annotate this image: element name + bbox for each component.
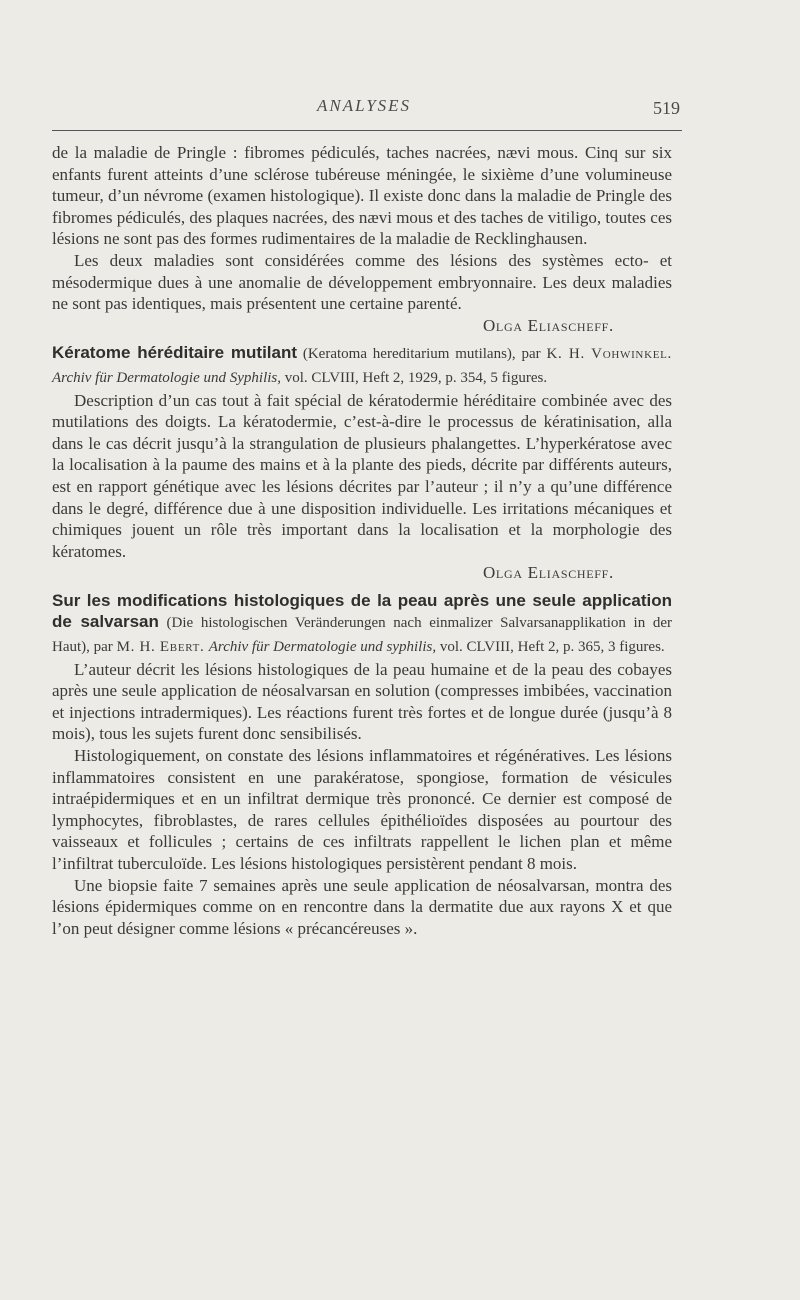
paragraph: de la maladie de Pringle : fibromes pédiculés, taches nacrées, nævi mous. Cinq sur six enfants furent atteints d’une sclérose tubéreuse méningée, le sixième d’une volumineuse tumeur, d’un névrome (examen histologique). Il existe donc dans la maladie de Pringle des fibromes pédiculés, des plaques nacrées, des nævi mous et des taches de vitiligo, toutes ces lésions ne sont pas des formes rudimentaires de la maladie de Recklinghausen. [52,143,672,249]
article-author: K. H. Vohwinkel. [546,346,673,363]
paragraph: Les deux maladies sont considérées comme des lésions des systèmes ecto- et mésodermique dues à une anomalie de développement embryonnaire. Les deux maladies ne sont pas identiques, mais présentent une certaine parenté. [52,250,672,314]
article-title: Sur les modifications histologiques de la peau après une seule application de salvarsan [52,590,672,632]
article-heading [52,342,672,389]
article-subtitle: (Die histologischen Veränderungen nach einmalizer Salvarsanapplikation in der Haut), par [52,615,672,656]
article-author: M. H. Ebert. [116,639,205,656]
journal-name: Archiv für Dermatologie und syphilis, [208,639,437,656]
page-header [52,96,680,136]
article-heading [52,590,672,659]
article-title: Kératome héréditaire mutilant [52,343,298,363]
journal-name: Archiv für Dermatologie und Syphilis, [52,369,281,386]
journal-reference: vol. CLVIII, Heft 2, p. 365, 3 figures. [436,639,665,656]
page-content [52,142,672,939]
paragraph: L’auteur décrit les lésions histologiques de la peau humaine et de la peau des cobayes après une seule application de néosalvarsan en solution (compresses imbibées, vaccination et injections intradermiques). Les réactions furent très fortes et de longue durée (jusqu’à 8 mois), tous les sujets furent donc sensibilisés. [52,659,672,744]
signature: Olga Eliascheff. [482,315,614,335]
paragraph: Une biopsie faite 7 semaines après une seule application de néosalvarsan, montra des lésions épidermiques comme on en rencontre dans la dermatite due aux rayons X et que l’on peut désigner comme lésions « précancéreuses ». [52,875,672,938]
header-rule [52,130,682,131]
article-subtitle: (Keratoma hereditarium mutilans), par [297,346,547,363]
journal-reference: vol. CLVIII, Heft 2, 1929, p. 354, 5 figures. [281,369,548,386]
running-title: ANALYSES [317,96,412,115]
paragraph: Description d’un cas tout à fait spécial de kératodermie héréditaire combinée avec des mutilations des doigts. La kératodermie, c’est-à-dire le processus de kératinisation, alla dans le cas décrit jusqu’à la strangulation de plusieurs phalangettes. L’hyperkératose avec la localisation à la paume des mains et à la plante des pieds, décrite par différents auteurs, est en rapport génétique avec les lésions décrites par l’auteur ; il n’y a qu’une différence dans le degré, différence due à une disposition individuelle. Les irritations mécaniques et chimiques jouent un rôle très important dans la localisation et la morphologie des kératomes. [52,390,672,561]
signature: Olga Eliascheff. [482,563,614,583]
paragraph: Histologiquement, on constate des lésions inflammatoires et régénératives. Les lésions inflammatoires consistent en une parakératose, spongiose, formation de vésicules intraépidermiques et en un infiltrat dermique très prononcé. Ce dernier est composé de lymphocytes, fibroblastes, de rares cellules épithélioïdes disposées au pourtour des vaisseaux et follicules ; certains de ces infiltrats rappellent le lichen plan et même l’infiltrat tuberculoïde. Les lésions histologiques persistèrent pendant 8 mois. [52,746,672,873]
page-number: 519 [653,98,680,118]
